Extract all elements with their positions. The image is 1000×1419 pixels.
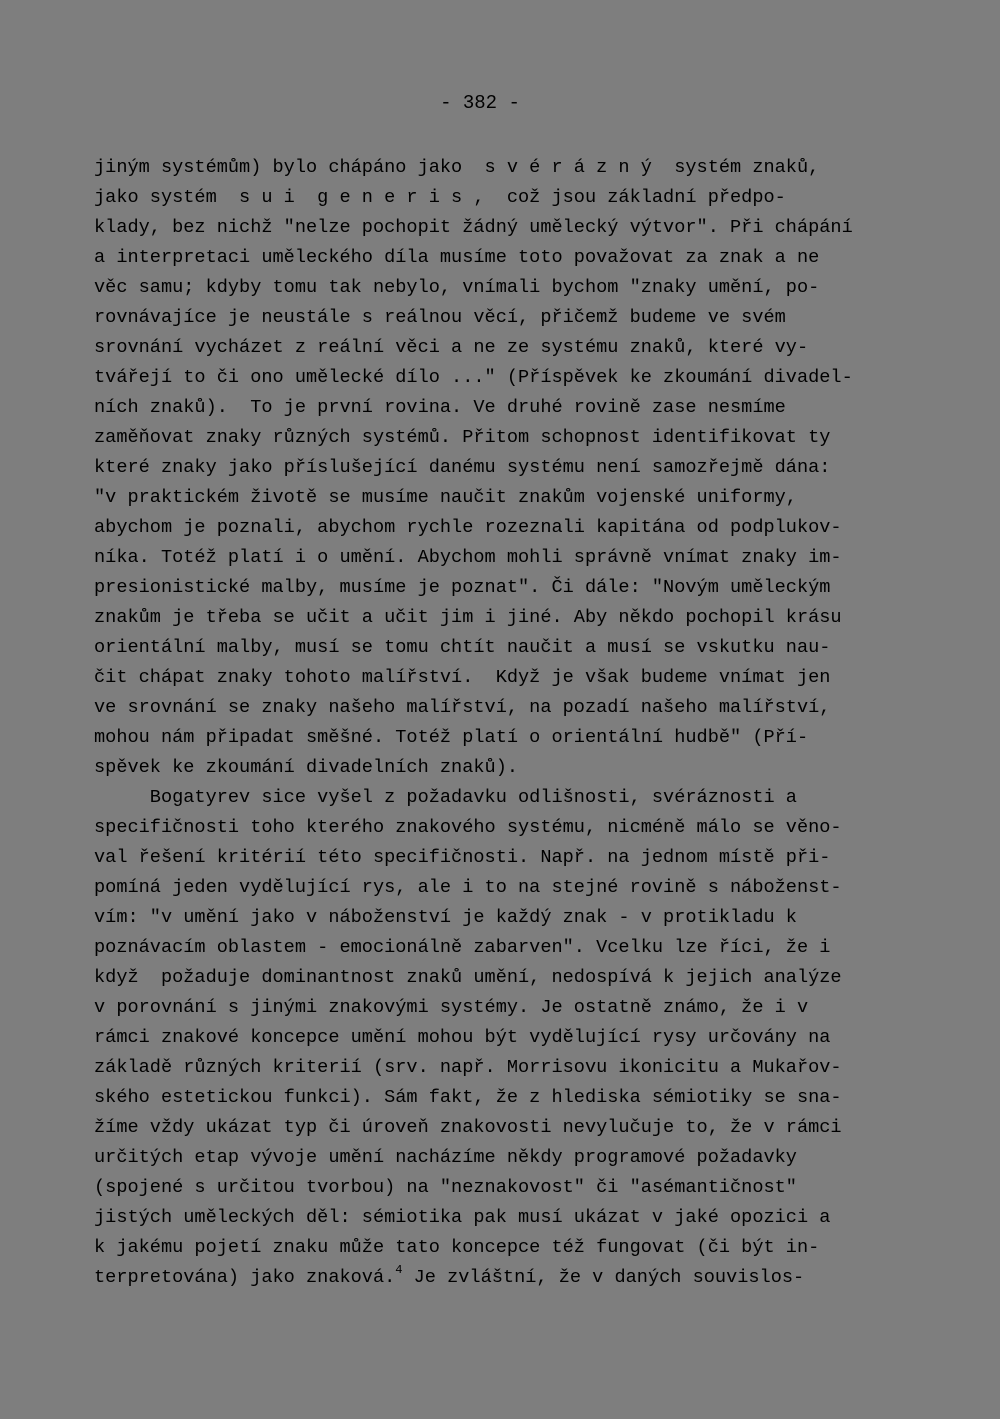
text-line: níka. Totéž platí i o umění. Abychom mohli správně vnímat znaky im-	[94, 547, 842, 568]
text-line: jistých uměleckých děl: sémiotika pak musí ukázat v jaké opozici a	[94, 1207, 831, 1228]
text-line: žíme vždy ukázat typ či úroveň znakovosti nevylučuje to, že v rámci	[94, 1117, 842, 1138]
body-text	[94, 153, 924, 1293]
text-line: rámci znakové koncepce umění mohou být vydělující rysy určovány na	[94, 1027, 831, 1048]
text-line: spěvek ke zkoumání divadelních znaků).	[94, 757, 519, 778]
text-line: presionistické malby, musíme je poznat". Či dále: "Novým uměleckým	[94, 577, 831, 598]
text-line: vím: "v umění jako v náboženství je každý znak - v protikladu k	[94, 907, 797, 928]
text-line: (spojené s určitou tvorbou) na "neznakovost" či "asémantičnost"	[94, 1177, 797, 1198]
text-line: čit chápat znaky tohoto malířství. Když je však budeme vnímat jen	[94, 667, 831, 688]
text-line: mohou nám připadat směšné. Totéž platí o orientální hudbě" (Pří-	[94, 727, 809, 748]
text-line: rovnávajíce je neustále s reálnou věcí, přičemž budeme ve svém	[94, 307, 786, 328]
text-line: jako systém s u i g e n e r i s , což jsou základní předpo-	[94, 187, 786, 208]
footnote-marker: 4	[395, 1263, 403, 1277]
text-line: a interpretaci uměleckého díla musíme toto považovat za znak a ne	[94, 247, 820, 268]
text-line: věc samu; kdyby tomu tak nebylo, vnímali bychom "znaky umění, po-	[94, 277, 820, 298]
last-line-start: terpretována) jako znaková.	[94, 1267, 396, 1288]
paragraph-start-line: Bogatyrev sice vyšel z požadavku odlišnosti, svéráznosti a	[94, 787, 797, 808]
text-line: určitých etap vývoje umění nacházíme někdy programové požadavky	[94, 1147, 797, 1168]
text-line: abychom je poznali, abychom rychle rozeznali kapitána od podplukov-	[94, 517, 842, 538]
text-line: ského estetickou funkci). Sám fakt, že z hlediska sémiotiky se sna-	[94, 1087, 842, 1108]
text-line: val řešení kritérií této specifičnosti. Např. na jednom místě při-	[94, 847, 831, 868]
text-line: ních znaků). To je první rovina. Ve druhé rovině zase nesmíme	[94, 397, 786, 418]
text-line: které znaky jako příslušející danému systému není samozřejmě dána:	[94, 457, 831, 478]
text-line: k jakému pojetí znaku může tato koncepce též fungovat (či být in-	[94, 1237, 820, 1258]
last-text-line	[94, 1263, 924, 1293]
text-line: pomíná jeden vydělující rys, ale i to na stejné rovině s náboženst-	[94, 877, 842, 898]
text-line: poznávacím oblastem - emocionálně zabarven". Vcelku lze říci, že i	[94, 937, 831, 958]
page-number: - 382 -	[440, 92, 520, 114]
text-line: klady, bez nichž "nelze pochopit žádný umělecký výtvor". Při chápání	[94, 217, 853, 238]
text-line: v porovnání s jinými znakovými systémy. Je ostatně známo, že i v	[94, 997, 809, 1018]
text-line: ve srovnání se znaky našeho malířství, na pozadí našeho malířství,	[94, 697, 831, 718]
text-line: když požaduje dominantnost znaků umění, nedospívá k jejich analýze	[94, 967, 842, 988]
last-line-end: Je zvláštní, že v daných souvislos-	[402, 1267, 805, 1288]
text-line: zaměňovat znaky různých systémů. Přitom schopnost identifikovat ty	[94, 427, 831, 448]
text-line: tvářejí to či ono umělecké dílo ..." (Příspěvek ke zkoumání divadel-	[94, 367, 853, 388]
text-line: znakům je třeba se učit a učit jim i jiné. Aby někdo pochopil krásu	[94, 607, 842, 628]
text-line: specifičnosti toho kterého znakového systému, nicméně málo se věno-	[94, 817, 842, 838]
text-line: základě různých kriterií (srv. např. Morrisovu ikonicitu a Mukařov-	[94, 1057, 842, 1078]
text-line: jiným systémům) bylo chápáno jako s v é r á z n ý systém znaků,	[94, 157, 820, 178]
text-line: orientální malby, musí se tomu chtít naučit a musí se vskutku nau-	[94, 637, 831, 658]
text-line: "v praktickém životě se musíme naučit znakům vojenské uniformy,	[94, 487, 797, 508]
text-line: srovnání vycházet z reální věci a ne ze systému znaků, které vy-	[94, 337, 809, 358]
